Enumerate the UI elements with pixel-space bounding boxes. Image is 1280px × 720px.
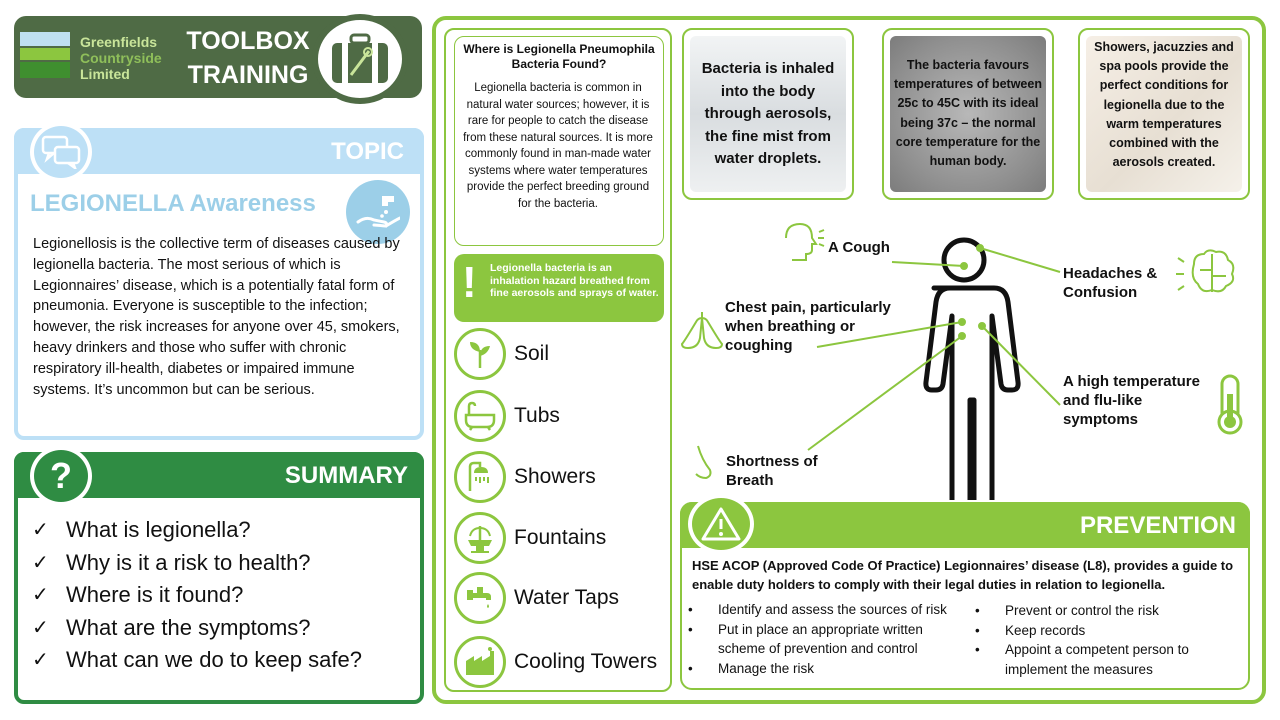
source-item-cooling-towers	[454, 634, 668, 690]
shower-icon	[454, 451, 506, 503]
checkmark-icon: ✓	[32, 649, 49, 671]
toolbox-icon	[329, 33, 391, 85]
source-item-water-taps	[454, 570, 668, 626]
symptom-shortness-of-breath: Shortness of Breath	[726, 453, 818, 489]
fountain-icon	[454, 512, 506, 564]
prevention-label: PREVENTION	[1079, 512, 1236, 539]
list-item: ✓ What can we do to keep safe?	[32, 644, 362, 677]
title-line2: TRAINING	[187, 61, 309, 89]
checkmark-icon: ✓	[32, 551, 49, 574]
chat-icon	[30, 122, 92, 182]
prevention-list-right	[975, 601, 1240, 679]
checkmark-icon: ✓	[32, 519, 49, 541]
source-label: Soil	[514, 342, 550, 365]
info-card-temperature	[882, 28, 1054, 200]
company-name	[80, 34, 162, 82]
factory-icon	[454, 636, 506, 688]
question-icon: ?	[30, 446, 92, 506]
list-item: • Prevent or control the risk	[975, 603, 1159, 618]
prevention-intro: HSE ACOP (Approved Code Of Practice) Legionnaires’ disease (L8), provides a guide to enable duty holders to comply with their legal duties in relation to legionella.	[692, 558, 1234, 592]
where-found-title: Where is Legionella Pneumophila Bacteria Found?	[463, 42, 655, 71]
list-item: ✓ Why is it a risk to health?	[32, 547, 362, 580]
company-logo	[20, 32, 70, 78]
bathtub-icon	[454, 390, 506, 442]
list-item: • Appoint a competent person to implement the measures	[975, 642, 1189, 677]
source-label: Water Taps	[514, 586, 620, 609]
card-text: Bacteria is inhaled into the body through aerosols, the fine mist from water droplets.	[701, 60, 835, 167]
exclamation-icon: !	[462, 258, 477, 307]
lungs-icon	[682, 312, 722, 348]
list-item: • Manage the risk	[688, 660, 815, 676]
source-item-fountains	[454, 510, 668, 566]
source-item-tubs	[454, 388, 668, 444]
tap-icon	[454, 572, 506, 624]
symptom-cough: A Cough	[828, 239, 890, 256]
list-item: • Keep records	[975, 622, 1086, 638]
plant-icon	[454, 328, 506, 380]
summary-list	[32, 514, 362, 677]
source-item-soil	[454, 326, 668, 382]
page-title	[178, 24, 318, 92]
toolbox-badge	[312, 14, 408, 104]
prevention-header-bar	[680, 502, 1250, 548]
list-item: ✓ What are the symptoms?	[32, 612, 362, 645]
prevention-list-left	[688, 600, 973, 678]
source-item-showers	[454, 449, 668, 505]
checkmark-icon: ✓	[32, 616, 49, 639]
list-item: • Identify and assess the sources of risk	[688, 602, 947, 617]
topic-label: TOPIC	[331, 138, 404, 165]
symptom-headache: Headaches & Confusion	[1063, 265, 1158, 301]
checkmark-icon: ✓	[32, 584, 49, 606]
thermometer-icon	[1219, 376, 1241, 433]
list-item: ✓ What is legionella?	[32, 514, 362, 547]
company-name-line3: Limited	[80, 66, 130, 82]
warning-icon	[688, 494, 754, 554]
company-name-line1: Greenfields	[80, 34, 158, 50]
list-item: ✓ Where is it found?	[32, 579, 362, 612]
summary-label: SUMMARY	[284, 462, 408, 489]
symptom-chest-pain: Chest pain, particularly when breathing or coughing	[725, 299, 891, 354]
symptom-temperature: A high temperature and flu-like symptoms	[1063, 373, 1200, 428]
card-text: Showers, jacuzzies and spa pools provide the perfect conditions for legionella due to the warm temperatures combined with the aerosols created.	[1094, 40, 1234, 170]
source-label: Tubs	[514, 404, 560, 427]
title-line1: TOOLBOX	[186, 27, 310, 55]
alert-text: Legionella bacteria is an inhalation hazard breathed from fine aerosols and sprays of water.	[490, 262, 659, 299]
human-figure-icon	[926, 240, 1018, 500]
info-card-aerosols	[682, 28, 854, 200]
where-found-text: Legionella bacteria is common in natural water sources; however, it is rare for people to catch the disease from these natural sources. It is more commonly found in man-made water systems where water temperatures provide the perfect breeding ground for the bacteria.	[463, 82, 653, 210]
source-label: Cooling Towers	[514, 650, 658, 673]
head-cough-icon	[786, 224, 824, 260]
topic-description: Legionellosis is the collective term of diseases caused by legionella bacteria. The most serious of which is Legionnaires’ disease, which is a potentially fatal form of pneumonia. Everyone is susceptible to the infection; however, the risk increases for anyone over 45, smokers, heavy drinkers and those who suffer with chronic respiratory ill-health, diabetes or impaired immune systems. It’s uncommon but can be serious.	[33, 236, 400, 398]
topic-heading: LEGIONELLA Awareness	[30, 190, 316, 217]
source-label: Showers	[514, 465, 596, 488]
source-label: Fountains	[514, 526, 607, 549]
company-name-line2: Countryside	[80, 50, 162, 66]
list-item: • Put in place an appropriate written scheme of prevention and control	[688, 621, 923, 656]
card-text: The bacteria favours temperatures of between 25c to 45C with its ideal being 37c – the normal core temperature for the human body.	[894, 58, 1042, 169]
nose-icon	[696, 446, 711, 478]
brain-icon	[1176, 250, 1233, 292]
info-card-showers	[1078, 28, 1250, 200]
